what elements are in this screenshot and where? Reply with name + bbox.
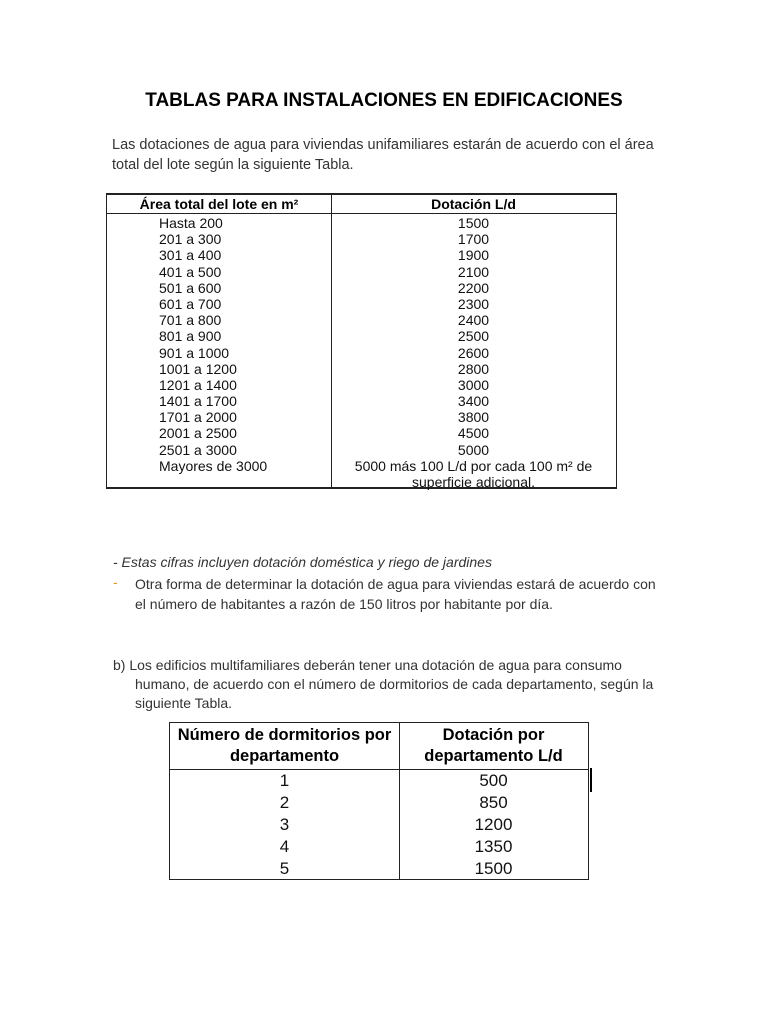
area-cell: 701 a 800 bbox=[159, 312, 222, 329]
column-header-dormitorios: Número de dormitorios por departamento bbox=[177, 726, 392, 765]
area-cell: 2001 a 2500 bbox=[159, 425, 237, 442]
area-cell: 1201 a 1400 bbox=[159, 376, 237, 393]
paragraph-b-line1: b) Los edificios multifamiliares deberán tener una dotación de agua para consumo bbox=[113, 657, 622, 673]
note-per-inhabitant: Otra forma de determinar la dotación de agua para viviendas estará de acuerdo con el número de habitantes a razón de 150 litros por habitante por día. bbox=[135, 576, 656, 612]
area-cell: 901 a 1000 bbox=[159, 344, 230, 361]
table-row bbox=[170, 770, 588, 792]
dotacion-cell: 2400 bbox=[457, 312, 490, 329]
paragraph-b-rest: humano, de acuerdo con el número de dormitorios de cada departamento, según la siguiente Tabla. bbox=[135, 676, 654, 711]
column-header-dotacion: Dotación por departamento L/d bbox=[424, 726, 563, 765]
header-divider bbox=[107, 213, 616, 214]
area-cell: 501 a 600 bbox=[159, 279, 222, 296]
area-cell: 301 a 400 bbox=[159, 247, 222, 264]
lot-area-table bbox=[106, 193, 617, 489]
area-cell: 1401 a 1700 bbox=[159, 393, 237, 410]
dotacion-cell: 5000 más 100 L/d por cada 100 m² de superficie adicional. bbox=[354, 457, 593, 490]
table-row bbox=[107, 442, 616, 458]
bedrooms-cell: 2 bbox=[279, 793, 290, 812]
dotacion-cell: 1700 bbox=[457, 231, 490, 248]
dotacion-cell: 2100 bbox=[457, 263, 490, 280]
dotacion-cell: 2300 bbox=[457, 295, 490, 312]
text-cursor bbox=[590, 768, 592, 792]
area-cell: 401 a 500 bbox=[159, 263, 222, 280]
table-body bbox=[107, 215, 616, 490]
table-body bbox=[170, 770, 588, 880]
table-row bbox=[107, 361, 616, 377]
bedrooms-cell: 3 bbox=[279, 815, 290, 834]
area-cell: 2501 a 3000 bbox=[159, 441, 237, 458]
area-cell: 601 a 700 bbox=[159, 295, 222, 312]
bedrooms-cell: 4 bbox=[279, 837, 290, 856]
table-row bbox=[107, 328, 616, 344]
table-row bbox=[107, 296, 616, 312]
bullet-dash: - bbox=[113, 574, 118, 590]
bedrooms-cell: 5 bbox=[279, 859, 290, 878]
dotacion-cell: 850 bbox=[479, 793, 508, 812]
bedrooms-table bbox=[169, 722, 589, 880]
table-row bbox=[107, 457, 616, 490]
table-row bbox=[107, 215, 616, 231]
dotacion-cell: 1350 bbox=[474, 837, 513, 856]
column-header-area: Área total del lote en m² bbox=[139, 196, 299, 212]
note-figures: - Estas cifras incluyen dotación doméstica y riego de jardines bbox=[113, 554, 492, 570]
table-row bbox=[170, 836, 588, 858]
dotacion-cell: 2500 bbox=[457, 328, 490, 345]
table-row bbox=[107, 377, 616, 393]
dotacion-cell: 3000 bbox=[457, 376, 490, 393]
table-row bbox=[107, 280, 616, 296]
table-row bbox=[107, 231, 616, 247]
dotacion-cell: 4500 bbox=[457, 425, 490, 442]
area-cell: 1701 a 2000 bbox=[159, 409, 237, 426]
bedrooms-cell: 1 bbox=[279, 771, 290, 790]
dotacion-cell: 2800 bbox=[457, 360, 490, 377]
table-row bbox=[170, 792, 588, 814]
table-row bbox=[107, 312, 616, 328]
table-row bbox=[107, 345, 616, 361]
dotacion-cell: 2600 bbox=[457, 344, 490, 361]
table-row bbox=[107, 247, 616, 263]
page-title: TABLAS PARA INSTALACIONES EN EDIFICACIONES bbox=[145, 90, 623, 111]
dotacion-cell: 2200 bbox=[457, 279, 490, 296]
dotacion-cell: 5000 bbox=[457, 441, 490, 458]
dotacion-cell: 3800 bbox=[457, 409, 490, 426]
area-cell: 801 a 900 bbox=[159, 328, 222, 345]
area-cell: Mayores de 3000 bbox=[159, 457, 268, 474]
area-cell: 1001 a 1200 bbox=[159, 360, 237, 377]
table-row bbox=[107, 393, 616, 409]
table-row bbox=[170, 858, 588, 880]
dotacion-cell: 1900 bbox=[457, 247, 490, 264]
area-cell: 201 a 300 bbox=[159, 231, 222, 248]
table-row bbox=[170, 814, 588, 836]
intro-paragraph: Las dotaciones de agua para viviendas unifamiliares estarán de acuerdo con el área total del lote según la siguiente Tabla. bbox=[112, 137, 654, 173]
area-cell: Hasta 200 bbox=[159, 215, 223, 231]
dotacion-cell: 1200 bbox=[474, 815, 513, 834]
dotacion-cell: 1500 bbox=[474, 859, 513, 878]
table-row bbox=[107, 409, 616, 425]
column-header-dotacion: Dotación L/d bbox=[431, 196, 516, 212]
dotacion-cell: 1500 bbox=[457, 215, 490, 231]
table-row bbox=[107, 264, 616, 280]
dotacion-cell: 3400 bbox=[457, 393, 490, 410]
table-row bbox=[107, 425, 616, 441]
paragraph-b bbox=[113, 656, 668, 713]
dotacion-cell: 500 bbox=[479, 771, 508, 790]
